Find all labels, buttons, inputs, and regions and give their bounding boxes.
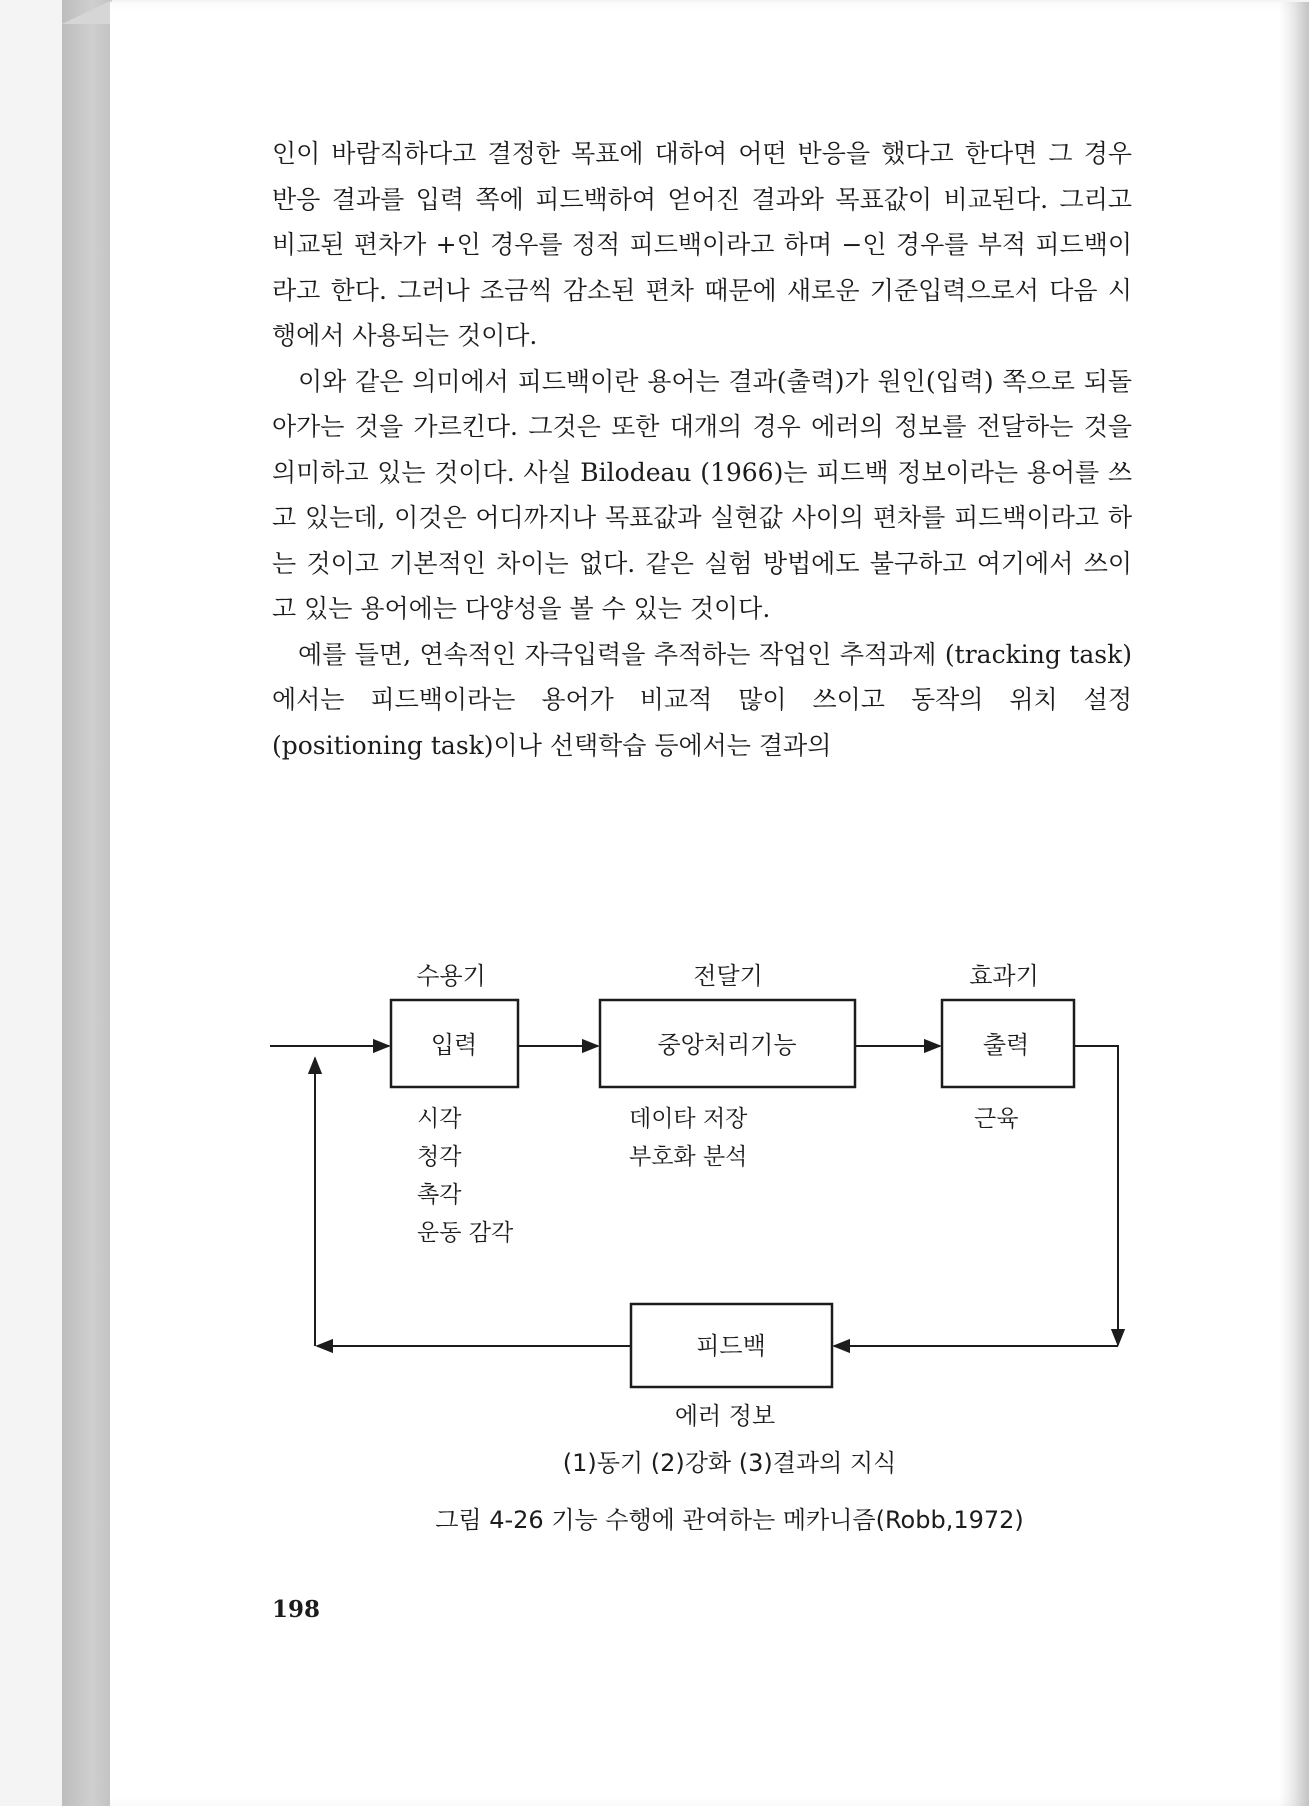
feedback-box-label: 피드백 bbox=[696, 1332, 766, 1360]
body-text bbox=[272, 131, 1132, 768]
input-item: 운동 감각 bbox=[417, 1220, 514, 1246]
central-item: 데이타 저장 bbox=[629, 1106, 748, 1132]
output-box-label: 출력 bbox=[982, 1031, 1030, 1059]
input-item: 청각 bbox=[417, 1144, 462, 1170]
book-spine-edge bbox=[62, 0, 112, 1806]
output-to-feedback-line bbox=[1074, 1046, 1118, 1343]
paragraph-1: 인이 바람직하다고 결정한 목표에 대하여 어떤 반응을 했다고 한다면 그 경우 반응 결과를 입력 쪽에 피드백하여 얻어진 결과와 목표값이 비교된다. 그리고 비교된 편차가 +인 경우를 정적 피드백이라고 하며 −인 경우를 부적 피드백이라고 한다. 그러나 조금씩 감소된 편차 때문에 새로운 기준입력으로서 다음 시행에서 사용되는 것이다. bbox=[272, 139, 1132, 350]
page-shadow bbox=[1279, 2, 1309, 1806]
transmitter-label: 전달기 bbox=[693, 962, 763, 990]
paragraph-2: 이와 같은 의미에서 피드백이란 용어는 결과(출력)가 원인(입력) 쪽으로 되돌아가는 것을 가르킨다. 그것은 또한 대개의 경우 에러의 정보를 전달하는 것을 의미하고 있는 것이다. 사실 Bilodeau (1966)는 피드백 정보이라는 용어를 쓰고 있는데, 이것은 어디까지나 목표값과 실현값 사이의 편차를 피드백이라고 하는 것이고 기본적인 차이는 없다. 같은 실험 방법에도 불구하고 여기에서 쓰이고 있는 용어에는 다양성을 볼 수 있는 것이다. bbox=[272, 366, 1132, 623]
paragraph-3: 예를 들면, 연속적인 자극입력을 추적하는 작업인 추적과제 (tracking task)에서는 피드백이라는 용어가 비교적 많이 쓰이고 동작의 위치 설정(positioning task)이나 선택학습 등에서는 결과의 bbox=[272, 639, 1132, 760]
central-processing-label: 중앙처리기능 bbox=[657, 1031, 797, 1059]
receptor-label: 수용기 bbox=[416, 962, 486, 990]
output-item: 근육 bbox=[974, 1106, 1019, 1132]
output-items bbox=[974, 1106, 1018, 1132]
figure-subcaption: (1)동기 (2)강화 (3)결과의 지식 bbox=[562, 1449, 897, 1477]
input-box-label: 입력 bbox=[430, 1031, 478, 1059]
input-item: 시각 bbox=[417, 1106, 462, 1132]
effector-label: 효과기 bbox=[969, 962, 1039, 990]
page-number: 198 bbox=[272, 1596, 321, 1623]
central-items bbox=[629, 1106, 748, 1170]
input-item: 촉각 bbox=[417, 1182, 462, 1208]
feedback-sub-label: 에러 정보 bbox=[674, 1402, 776, 1430]
central-item: 부호화 분석 bbox=[629, 1144, 748, 1170]
input-items bbox=[417, 1106, 514, 1246]
figure-caption: 그림 4-26 기능 수행에 관여하는 메카니즘(Robb,1972) bbox=[435, 1506, 1024, 1534]
feedback-mechanism-diagram bbox=[260, 950, 1140, 1430]
